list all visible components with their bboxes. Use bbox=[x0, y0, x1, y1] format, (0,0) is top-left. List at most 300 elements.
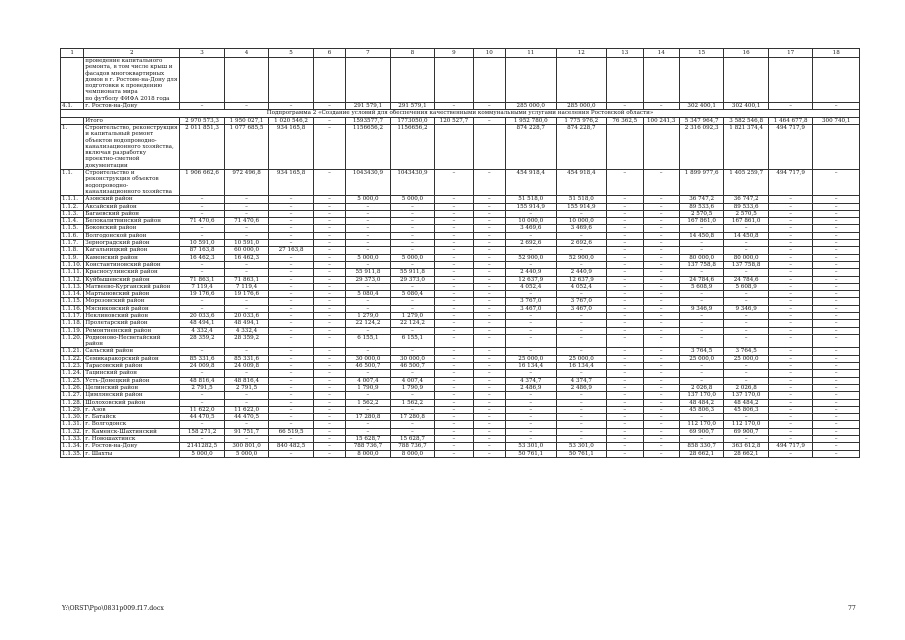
value-cell: – bbox=[435, 443, 473, 450]
value-cell: 2 970 573,3 bbox=[180, 117, 225, 124]
value-cell: – bbox=[180, 348, 225, 355]
value-cell: – bbox=[813, 170, 860, 196]
value-cell: – bbox=[473, 450, 505, 457]
value-cell: 2 486,9 bbox=[556, 384, 607, 391]
value-cell: – bbox=[435, 399, 473, 406]
value-cell: – bbox=[346, 298, 391, 305]
value-cell: – bbox=[643, 384, 679, 391]
row-number-cell: 1.1.26. bbox=[61, 384, 84, 391]
value-cell: 1593577,7 bbox=[346, 117, 391, 124]
value-cell: 30 000,0 bbox=[390, 355, 435, 362]
value-cell: 4 052,4 bbox=[505, 283, 556, 290]
row-name-cell: Белокалитвинский район bbox=[84, 218, 180, 225]
value-cell: – bbox=[768, 392, 813, 399]
value-cell: – bbox=[224, 261, 269, 268]
value-cell: 29 373,0 bbox=[390, 276, 435, 283]
row-number-cell bbox=[61, 58, 84, 103]
table-body bbox=[61, 49, 860, 458]
value-cell: – bbox=[473, 225, 505, 232]
value-cell: 11 622,0 bbox=[180, 406, 225, 413]
value-cell: – bbox=[435, 421, 473, 428]
value-cell bbox=[643, 58, 679, 103]
value-cell: 52 900,0 bbox=[505, 254, 556, 261]
value-cell: 46 500,7 bbox=[346, 363, 391, 370]
value-cell: – bbox=[607, 254, 643, 261]
value-cell: – bbox=[813, 355, 860, 362]
value-cell: – bbox=[269, 269, 314, 276]
value-cell: – bbox=[505, 247, 556, 254]
value-cell: – bbox=[724, 247, 769, 254]
value-cell: 71 470,6 bbox=[224, 218, 269, 225]
row-name-cell: Итого bbox=[84, 117, 180, 124]
value-cell: 16 462,3 bbox=[224, 254, 269, 261]
value-cell: 71 470,6 bbox=[180, 218, 225, 225]
value-cell: – bbox=[556, 370, 607, 377]
row-name-cell: г. Волгодонск bbox=[84, 421, 180, 428]
value-cell: 137 170,0 bbox=[724, 392, 769, 399]
value-cell: – bbox=[724, 240, 769, 247]
value-cell: 494 717,9 bbox=[768, 170, 813, 196]
value-cell: – bbox=[813, 327, 860, 334]
value-cell: 934 165,8 bbox=[269, 170, 314, 196]
value-cell: – bbox=[269, 436, 314, 443]
value-cell: 4 374,7 bbox=[505, 377, 556, 384]
value-cell: – bbox=[679, 377, 724, 384]
value-cell: – bbox=[269, 210, 314, 217]
value-cell: – bbox=[313, 355, 345, 362]
value-cell: – bbox=[224, 232, 269, 239]
value-cell: 17 280,8 bbox=[346, 414, 391, 421]
value-cell: – bbox=[435, 406, 473, 413]
value-cell: – bbox=[390, 421, 435, 428]
value-cell: 2 316 092,3 bbox=[679, 124, 724, 169]
value-cell: – bbox=[768, 103, 813, 110]
value-cell: – bbox=[607, 247, 643, 254]
value-cell: 5 000,0 bbox=[390, 196, 435, 203]
value-cell: – bbox=[224, 370, 269, 377]
value-cell: – bbox=[607, 283, 643, 290]
value-cell: – bbox=[643, 377, 679, 384]
value-cell: 66 519,5 bbox=[269, 428, 314, 435]
value-cell: 48 816,4 bbox=[180, 377, 225, 384]
value-cell: – bbox=[473, 170, 505, 196]
row-name-cell: Каменский район bbox=[84, 254, 180, 261]
value-cell: 454 918,4 bbox=[505, 170, 556, 196]
value-cell: – bbox=[473, 218, 505, 225]
row-number-cell: 1.1.31. bbox=[61, 421, 84, 428]
value-cell: 22 124,2 bbox=[346, 320, 391, 327]
value-cell: – bbox=[313, 312, 345, 319]
value-cell: – bbox=[505, 399, 556, 406]
value-cell: 155 914,9 bbox=[556, 203, 607, 210]
value-cell: – bbox=[724, 436, 769, 443]
value-cell: 167 861,0 bbox=[724, 218, 769, 225]
value-cell: – bbox=[724, 414, 769, 421]
table-row bbox=[61, 399, 860, 406]
value-cell: 1 279,0 bbox=[390, 312, 435, 319]
value-cell: 14 450,8 bbox=[724, 232, 769, 239]
value-cell: – bbox=[556, 436, 607, 443]
value-cell: – bbox=[813, 363, 860, 370]
value-cell: – bbox=[768, 261, 813, 268]
value-cell: – bbox=[643, 436, 679, 443]
row-number-cell: 1.1.8. bbox=[61, 247, 84, 254]
value-cell: – bbox=[768, 298, 813, 305]
value-cell: 972 496,8 bbox=[224, 170, 269, 196]
value-cell: – bbox=[607, 355, 643, 362]
value-cell: 52 900,0 bbox=[556, 254, 607, 261]
value-cell: – bbox=[269, 377, 314, 384]
value-cell: – bbox=[269, 276, 314, 283]
value-cell: 19 176,6 bbox=[180, 291, 225, 298]
value-cell: – bbox=[269, 384, 314, 391]
value-cell: – bbox=[346, 210, 391, 217]
value-cell: 24 009,8 bbox=[224, 363, 269, 370]
value-cell: 2 570,5 bbox=[724, 210, 769, 217]
row-name-cell: г. Азов bbox=[84, 406, 180, 413]
value-cell: – bbox=[643, 269, 679, 276]
value-cell: – bbox=[473, 421, 505, 428]
value-cell: 1 562,2 bbox=[346, 399, 391, 406]
value-cell: – bbox=[643, 312, 679, 319]
value-cell: 1 906 662,6 bbox=[180, 170, 225, 196]
table-row bbox=[61, 203, 860, 210]
column-number-cell: 11 bbox=[505, 49, 556, 58]
value-cell: – bbox=[180, 392, 225, 399]
value-cell: – bbox=[224, 399, 269, 406]
value-cell: 19 176,6 bbox=[224, 291, 269, 298]
value-cell: – bbox=[473, 392, 505, 399]
value-cell: – bbox=[607, 436, 643, 443]
value-cell: – bbox=[269, 392, 314, 399]
value-cell: – bbox=[313, 247, 345, 254]
value-cell: – bbox=[269, 254, 314, 261]
value-cell: – bbox=[313, 117, 345, 124]
value-cell: 1 405 259,7 bbox=[724, 170, 769, 196]
value-cell: – bbox=[224, 210, 269, 217]
value-cell: – bbox=[813, 276, 860, 283]
value-cell: – bbox=[607, 377, 643, 384]
value-cell: 14 450,8 bbox=[679, 232, 724, 239]
value-cell: – bbox=[313, 254, 345, 261]
value-cell: – bbox=[607, 443, 643, 450]
value-cell: – bbox=[768, 327, 813, 334]
value-cell: – bbox=[556, 406, 607, 413]
value-cell: 25 000,0 bbox=[556, 355, 607, 362]
value-cell: – bbox=[643, 232, 679, 239]
value-cell: 454 918,4 bbox=[556, 170, 607, 196]
value-cell: – bbox=[224, 436, 269, 443]
row-number-cell: 1.1.27. bbox=[61, 392, 84, 399]
row-name-cell: Боковский район bbox=[84, 225, 180, 232]
value-cell: – bbox=[180, 261, 225, 268]
value-cell: – bbox=[813, 291, 860, 298]
value-cell: 55 911,8 bbox=[346, 269, 391, 276]
table-row bbox=[61, 291, 860, 298]
value-cell: 300 801,0 bbox=[224, 443, 269, 450]
value-cell: – bbox=[643, 363, 679, 370]
row-number-cell: 1.1.18. bbox=[61, 320, 84, 327]
value-cell: 48 484,2 bbox=[679, 399, 724, 406]
value-cell: – bbox=[813, 377, 860, 384]
value-cell: – bbox=[180, 305, 225, 312]
value-cell: 44 470,5 bbox=[180, 414, 225, 421]
row-name-cell: г. Ростов-на-Дону bbox=[84, 103, 180, 110]
row-number-cell bbox=[61, 117, 84, 124]
value-cell: – bbox=[607, 414, 643, 421]
row-name-cell: Багаевский район bbox=[84, 210, 180, 217]
row-number-cell: 1.1.19. bbox=[61, 327, 84, 334]
column-number-cell: 3 bbox=[180, 49, 225, 58]
value-cell: – bbox=[643, 334, 679, 348]
value-cell bbox=[473, 58, 505, 103]
value-cell: – bbox=[607, 421, 643, 428]
value-cell: – bbox=[607, 348, 643, 355]
value-cell: – bbox=[473, 254, 505, 261]
value-cell: – bbox=[768, 421, 813, 428]
value-cell: 1043430,9 bbox=[390, 170, 435, 196]
value-cell: 87 163,8 bbox=[180, 247, 225, 254]
column-number-cell: 1 bbox=[61, 49, 84, 58]
value-cell: – bbox=[813, 334, 860, 348]
value-cell: – bbox=[768, 384, 813, 391]
row-name-cell: Пролетарский район bbox=[84, 320, 180, 327]
value-cell: – bbox=[269, 291, 314, 298]
row-name-cell: Неклиновский район bbox=[84, 312, 180, 319]
value-cell: 4 374,7 bbox=[556, 377, 607, 384]
column-number-cell: 7 bbox=[346, 49, 391, 58]
value-cell: – bbox=[435, 196, 473, 203]
column-number-cell: 5 bbox=[269, 49, 314, 58]
value-cell: – bbox=[390, 392, 435, 399]
value-cell: – bbox=[643, 103, 679, 110]
value-cell: – bbox=[224, 421, 269, 428]
table-row bbox=[61, 370, 860, 377]
value-cell: – bbox=[473, 406, 505, 413]
value-cell: – bbox=[346, 218, 391, 225]
value-cell: – bbox=[607, 232, 643, 239]
value-cell: 1 562,2 bbox=[390, 399, 435, 406]
value-cell: – bbox=[269, 232, 314, 239]
row-number-cell: 1.1.13. bbox=[61, 283, 84, 290]
value-cell: – bbox=[473, 276, 505, 283]
value-cell: 494 717,9 bbox=[768, 124, 813, 169]
value-cell: – bbox=[813, 269, 860, 276]
value-cell: 2141282,5 bbox=[180, 443, 225, 450]
value-cell bbox=[313, 58, 345, 103]
row-name-cell: Мясниковский район bbox=[84, 305, 180, 312]
value-cell: – bbox=[224, 203, 269, 210]
value-cell: – bbox=[346, 370, 391, 377]
table-row bbox=[61, 421, 860, 428]
value-cell: – bbox=[313, 170, 345, 196]
value-cell: – bbox=[556, 247, 607, 254]
value-cell: – bbox=[313, 443, 345, 450]
value-cell: 1043430,9 bbox=[346, 170, 391, 196]
value-cell: 8 000,0 bbox=[346, 450, 391, 457]
value-cell: – bbox=[435, 355, 473, 362]
value-cell: – bbox=[313, 327, 345, 334]
value-cell: – bbox=[813, 428, 860, 435]
value-cell bbox=[724, 58, 769, 103]
table-row bbox=[61, 327, 860, 334]
value-cell: – bbox=[556, 414, 607, 421]
value-cell: 155 914,9 bbox=[505, 203, 556, 210]
value-cell: – bbox=[435, 312, 473, 319]
value-cell: 50 761,1 bbox=[505, 450, 556, 457]
value-cell: 25 000,0 bbox=[724, 355, 769, 362]
value-cell: 2 026,8 bbox=[724, 384, 769, 391]
value-cell: – bbox=[679, 269, 724, 276]
value-cell: – bbox=[505, 370, 556, 377]
value-cell: 24 784,6 bbox=[679, 276, 724, 283]
value-cell: – bbox=[390, 428, 435, 435]
value-cell: 48 494,1 bbox=[224, 320, 269, 327]
row-number-cell: 1.1.17. bbox=[61, 312, 84, 319]
value-cell: – bbox=[768, 305, 813, 312]
value-cell: 2 570,5 bbox=[679, 210, 724, 217]
table-row bbox=[61, 103, 860, 110]
value-cell: – bbox=[473, 377, 505, 384]
row-name-cell: Мартыновский район bbox=[84, 291, 180, 298]
value-cell: 69 900,7 bbox=[679, 428, 724, 435]
value-cell: – bbox=[180, 370, 225, 377]
value-cell: – bbox=[813, 384, 860, 391]
value-cell: – bbox=[643, 443, 679, 450]
value-cell: – bbox=[679, 327, 724, 334]
value-cell: – bbox=[390, 232, 435, 239]
value-cell: – bbox=[556, 392, 607, 399]
value-cell: – bbox=[679, 298, 724, 305]
value-cell: – bbox=[813, 450, 860, 457]
value-cell: – bbox=[643, 291, 679, 298]
value-cell: – bbox=[390, 261, 435, 268]
row-number-cell: 1.1.15. bbox=[61, 298, 84, 305]
column-number-cell: 4 bbox=[224, 49, 269, 58]
value-cell: 5 000,0 bbox=[346, 254, 391, 261]
value-cell: 89 533,6 bbox=[679, 203, 724, 210]
value-cell: – bbox=[473, 291, 505, 298]
value-cell: – bbox=[813, 210, 860, 217]
value-cell bbox=[813, 124, 860, 169]
value-cell: – bbox=[473, 334, 505, 348]
value-cell: – bbox=[813, 443, 860, 450]
value-cell: 91 751,7 bbox=[224, 428, 269, 435]
value-cell: – bbox=[473, 428, 505, 435]
value-cell: – bbox=[556, 327, 607, 334]
value-cell: – bbox=[313, 392, 345, 399]
value-cell: – bbox=[607, 320, 643, 327]
value-cell: – bbox=[473, 117, 505, 124]
row-name-cell: Усть-Донецкий район bbox=[84, 377, 180, 384]
value-cell: – bbox=[313, 291, 345, 298]
value-cell: – bbox=[473, 261, 505, 268]
value-cell: 71 863,1 bbox=[180, 276, 225, 283]
value-cell: – bbox=[505, 320, 556, 327]
value-cell: – bbox=[180, 421, 225, 428]
value-cell: – bbox=[679, 334, 724, 348]
row-number-cell: 1.1.21. bbox=[61, 348, 84, 355]
value-cell: – bbox=[313, 436, 345, 443]
row-number-cell: 1.1.23. bbox=[61, 363, 84, 370]
value-cell: – bbox=[180, 225, 225, 232]
value-cell: 1 020 546,2 bbox=[269, 117, 314, 124]
value-cell: – bbox=[724, 370, 769, 377]
value-cell: 3 467,0 bbox=[556, 305, 607, 312]
value-cell: – bbox=[607, 406, 643, 413]
value-cell: – bbox=[505, 414, 556, 421]
value-cell: – bbox=[768, 232, 813, 239]
value-cell: – bbox=[556, 210, 607, 217]
value-cell: – bbox=[556, 428, 607, 435]
value-cell: 874 228,7 bbox=[556, 124, 607, 169]
value-cell: – bbox=[180, 103, 225, 110]
value-cell: – bbox=[313, 276, 345, 283]
value-cell: 1773050,0 bbox=[390, 117, 435, 124]
value-cell: – bbox=[269, 196, 314, 203]
value-cell: – bbox=[505, 421, 556, 428]
value-cell: – bbox=[435, 327, 473, 334]
value-cell: – bbox=[556, 312, 607, 319]
row-number-cell: 1.1.25. bbox=[61, 377, 84, 384]
table-row bbox=[61, 436, 860, 443]
value-cell: 3 469,6 bbox=[505, 225, 556, 232]
value-cell: – bbox=[269, 203, 314, 210]
value-cell: 1156656,2 bbox=[390, 124, 435, 169]
column-number-cell: 10 bbox=[473, 49, 505, 58]
value-cell: – bbox=[768, 355, 813, 362]
value-cell: – bbox=[724, 320, 769, 327]
value-cell: – bbox=[473, 247, 505, 254]
value-cell: – bbox=[346, 261, 391, 268]
value-cell: – bbox=[768, 283, 813, 290]
value-cell: – bbox=[346, 225, 391, 232]
row-number-cell: 1.1.14. bbox=[61, 291, 84, 298]
value-cell: 1 899 977,6 bbox=[679, 170, 724, 196]
value-cell: – bbox=[505, 210, 556, 217]
value-cell: 9 346,9 bbox=[679, 305, 724, 312]
table-row bbox=[61, 117, 860, 124]
value-cell: – bbox=[473, 348, 505, 355]
value-cell: 4 052,4 bbox=[556, 283, 607, 290]
row-number-cell: 1.1.33. bbox=[61, 436, 84, 443]
value-cell: 85 331,6 bbox=[180, 355, 225, 362]
value-cell: – bbox=[473, 363, 505, 370]
value-cell: – bbox=[505, 291, 556, 298]
value-cell: – bbox=[768, 218, 813, 225]
value-cell: – bbox=[813, 218, 860, 225]
value-cell: 15 628,7 bbox=[390, 436, 435, 443]
row-number-cell: 1.1.2. bbox=[61, 203, 84, 210]
value-cell: – bbox=[679, 312, 724, 319]
value-cell: 53 301,0 bbox=[505, 443, 556, 450]
value-cell: – bbox=[346, 240, 391, 247]
value-cell: – bbox=[643, 240, 679, 247]
value-cell: – bbox=[390, 240, 435, 247]
value-cell: 1 952 780,0 bbox=[505, 117, 556, 124]
value-cell: – bbox=[224, 392, 269, 399]
value-cell: – bbox=[724, 225, 769, 232]
value-cell: 20 033,6 bbox=[180, 312, 225, 319]
value-cell: 112 170,0 bbox=[724, 421, 769, 428]
value-cell: 28 662,1 bbox=[724, 450, 769, 457]
row-name-cell: Цимлянский район bbox=[84, 392, 180, 399]
value-cell: – bbox=[180, 436, 225, 443]
value-cell: – bbox=[180, 203, 225, 210]
value-cell: 291 579,1 bbox=[390, 103, 435, 110]
value-cell: – bbox=[768, 254, 813, 261]
value-cell: – bbox=[643, 399, 679, 406]
